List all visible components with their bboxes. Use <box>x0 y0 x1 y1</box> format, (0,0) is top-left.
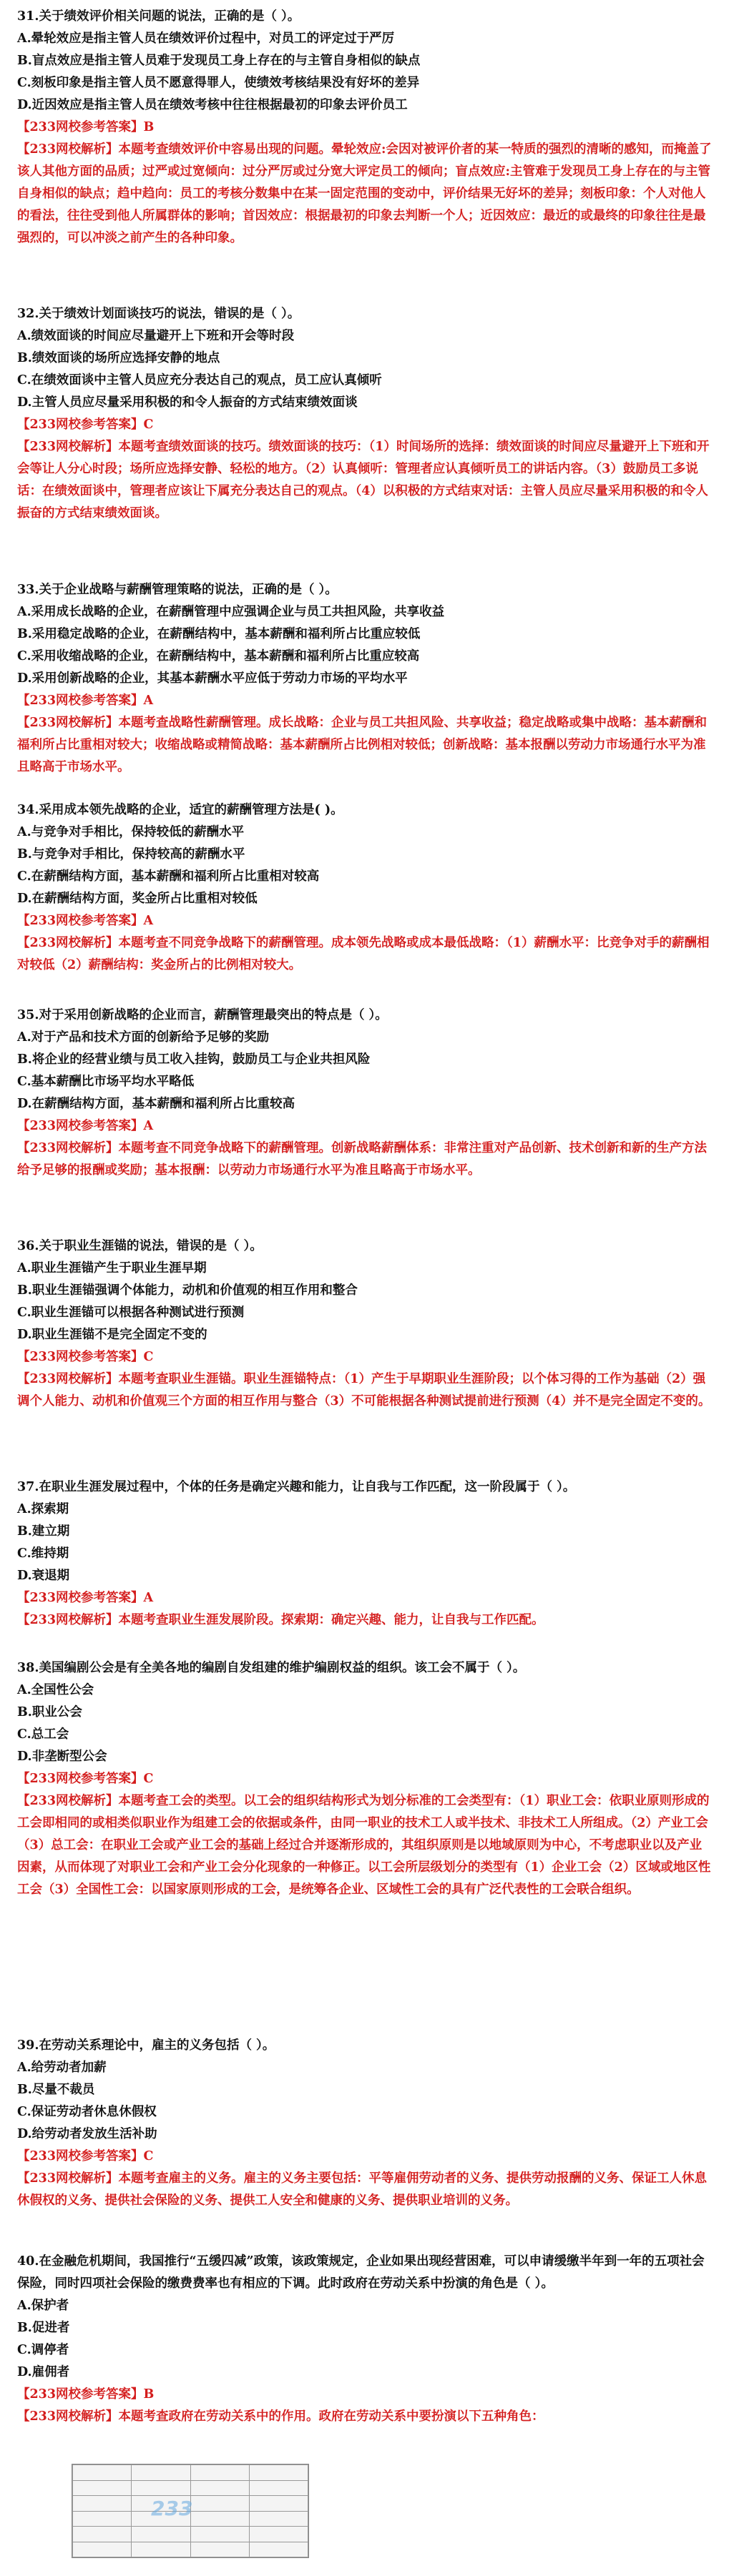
option-c: C.在薪酬结构方面，基本薪酬和福利所占比重相对较高 <box>17 869 320 884</box>
explanation <box>17 436 712 525</box>
answer-label: 【233网校参考答案】 <box>17 1119 144 1133</box>
answer-line <box>17 690 712 712</box>
question-36 <box>0 1235 729 1413</box>
question-stem: 35.对于采用创新战略的企业而言，薪酬管理最突出的特点是（ ）。 <box>17 1008 388 1022</box>
question-stem: 31.关于绩效评价相关问题的说法，正确的是（ ）。 <box>17 9 300 24</box>
option-d: D.衰退期 <box>17 1569 70 1583</box>
option-c: C.调停者 <box>17 2343 69 2357</box>
explanation-label: 【233网校解析】 <box>17 142 119 157</box>
option-b: B.绩效面谈的场所应选择安静的地点 <box>17 351 220 365</box>
option-b: B.职业公会 <box>17 1705 82 1719</box>
options <box>17 2295 712 2384</box>
explanation <box>17 2168 712 2212</box>
option-d: D.非垄断型公会 <box>17 1750 107 1764</box>
question-stem: 33.关于企业战略与薪酬管理策略的说法，正确的是（ ）。 <box>17 583 338 597</box>
explanation <box>17 1790 712 1901</box>
option-b: B.职业生涯锚强调个体能力，动机和价值观的相互作用和整合 <box>17 1283 358 1298</box>
answer-value: A <box>143 1119 154 1133</box>
question-34 <box>0 799 729 977</box>
explanation <box>17 1368 712 1413</box>
answer-value: B <box>143 2387 155 2402</box>
question-stem: 38.美国编剧公会是有全美各地的编剧自发组建的维护编剧权益的组织。该工会不属于（ ）。 <box>17 1661 526 1675</box>
answer-line <box>17 910 712 932</box>
option-c: C.在绩效面谈中主管人员应充分表达自己的观点，员工应认真倾听 <box>17 373 382 388</box>
answer-value: C <box>143 1350 154 1364</box>
answer-line <box>17 2146 712 2168</box>
options <box>17 1499 712 1587</box>
option-a: A.全国性公会 <box>17 1683 94 1697</box>
question-35 <box>0 1005 729 1182</box>
options <box>17 601 712 690</box>
answer-value: A <box>143 1591 154 1605</box>
option-a: A.晕轮效应是指主管人员在绩效评价过程中，对员工的评定过于严厉 <box>17 31 395 46</box>
answer-value: A <box>143 694 154 708</box>
option-b: B.将企业的经营业绩与员工收入挂钩，鼓励员工与企业共担风险 <box>17 1052 371 1067</box>
answer-label: 【233网校参考答案】 <box>17 120 144 134</box>
answer-value: B <box>143 120 155 134</box>
option-c: C.维持期 <box>17 1546 69 1561</box>
answer-label: 【233网校参考答案】 <box>17 2387 144 2402</box>
explanation-text: 本题考查政府在劳动关系中的作用。政府在劳动关系中要扮演以下五种角色： <box>118 2409 544 2424</box>
explanation-label: 【233网校解析】 <box>17 1613 119 1627</box>
option-d: D.雇佣者 <box>17 2365 70 2379</box>
explanation <box>17 932 712 977</box>
answer-label: 【233网校参考答案】 <box>17 914 144 928</box>
explanation <box>17 2406 712 2428</box>
explanation-text: 本题考查战略性薪酬管理。成长战略：企业与员工共担风险、共享收益；稳定战略或集中战略：基本薪酬和福利所占比重相对较大；收缩战略或精简战略：基本薪酬所占比例相对较低；创新战略：基本报酬以劳动力市场通行水平为准且略高于市场水平。 <box>17 716 708 774</box>
option-d: D.职业生涯锚不是完全固定不变的 <box>17 1328 207 1342</box>
explanation-text: 本题考查工会的类型。以工会的组织结构形式为划分标准的工会类型有：（1）职业工会：依职业原则形成的工会即相同的或相类似职业作为组建工会的依据或条件，由同一职业的技术工人或半技术、非技术工人所组成。（2）产业工会（3）总工会：在职业工会或产业工会的基础上经过合并逐渐形成的，其组织原则是以地域原则为中心，不考虑职业以及产业因素，从而体现了对职业工会和产业工会分化现象的一种修正。以工会所层级划分的类型有（1）企业工会（2）区域或地区性工会（3）全国性工会：以国家原则形成的工会，是统筹各企业、区域性工会的具有广泛代表性的工会联合组织。 <box>17 1794 711 1897</box>
question-33 <box>0 579 729 779</box>
explanation <box>17 712 712 779</box>
explanation-label: 【233网校解析】 <box>17 1372 119 1386</box>
option-a: A.对于产品和技术方面的创新给予足够的奖励 <box>17 1030 270 1045</box>
explanation-text: 本题考查绩效面谈的技巧。绩效面谈的技巧：（1）时间场所的选择：绩效面谈的时间应尽量避开上下班和开会等让人分心时段；场所应选择安静、轻松的地方。（2）认真倾听：管理者应认真倾听员工的讲话内容。（3）鼓励员工多说话：在绩效面谈中，管理者应该让下属充分表达自己的观点。（4）以积极的方式结束对话：主管人员应尽量采用积极的和令人振奋的方式结束绩效面谈。 <box>17 440 710 520</box>
option-d: D.采用创新战略的企业，其基本薪酬水平应低于劳动力市场的平均水平 <box>17 671 408 686</box>
answer-line <box>17 1768 712 1790</box>
answer-label: 【233网校参考答案】 <box>17 1591 144 1605</box>
explanation-text: 本题考查职业生涯发展阶段。探索期：确定兴趣、能力，让自我与工作匹配。 <box>118 1613 544 1627</box>
answer-label: 【233网校参考答案】 <box>17 1350 144 1364</box>
option-b: B.尽量不裁员 <box>17 2083 95 2097</box>
option-c: C.基本薪酬比市场平均水平略低 <box>17 1075 195 1089</box>
option-c: C.刻板印象是指主管人员不愿意得罪人，使绩效考核结果没有好坏的差异 <box>17 76 420 90</box>
option-d: D.给劳动者发放生活补助 <box>17 2127 157 2141</box>
explanation-label: 【233网校解析】 <box>17 2409 119 2424</box>
option-d: D.近因效应是指主管人员在绩效考核中往往根据最初的印象去评价员工 <box>17 98 408 112</box>
question-39 <box>0 2035 729 2212</box>
option-c: C.总工会 <box>17 1727 69 1742</box>
option-b: B.采用稳定战略的企业，在薪酬结构中，基本薪酬和福利所占比重应较低 <box>17 627 421 641</box>
question-stem: 32.关于绩效计划面谈技巧的说法，错误的是（ ）。 <box>17 307 300 321</box>
answer-value: C <box>143 418 154 432</box>
explanation-text: 本题考查职业生涯锚。职业生涯锚特点：（1）产生于早期职业生涯阶段；以个体习得的工作为基础（2）强调个人能力、动机和价值观三个方面的相互作用与整合（3）不可能根据各种测试提前进行预测（4）并不是完全固定不变的。 <box>17 1372 711 1408</box>
answer-label: 【233网校参考答案】 <box>17 694 144 708</box>
options <box>17 1027 712 1115</box>
options <box>17 821 712 910</box>
answer-label: 【233网校参考答案】 <box>17 2149 144 2163</box>
option-a: A.绩效面谈的时间应尽量避开上下班和开会等时段 <box>17 329 295 343</box>
explanation-label: 【233网校解析】 <box>17 936 119 950</box>
explanation-label: 【233网校解析】 <box>17 2171 119 2186</box>
option-b: B.促进者 <box>17 2321 70 2335</box>
explanation-label: 【233网校解析】 <box>17 716 119 730</box>
watermark-logo: 233 <box>151 2497 193 2520</box>
question-37 <box>0 1476 729 1632</box>
question-stem: 37.在职业生涯发展过程中，个体的任务是确定兴趣和能力，让自我与工作匹配，这一阶段属于（ ）。 <box>17 1480 576 1494</box>
embedded-table-image <box>72 2464 309 2558</box>
explanation-text: 本题考查不同竞争战略下的薪酬管理。创新战略薪酬体系：非常注重对产品创新、技术创新和新的生产方法给予足够的报酬或奖励；基本报酬：以劳动力市场通行水平为准且略高于市场水平。 <box>17 1141 708 1178</box>
explanation-text: 本题考查不同竞争战略下的薪酬管理。成本领先战略或成本最低战略：（1）薪酬水平：比竞争对手的薪酬相对较低（2）薪酬结构：奖金所占的比例相对较大。 <box>17 936 710 972</box>
answer-value: A <box>143 914 154 928</box>
option-b: B.盲点效应是指主管人员难于发现员工身上存在的与主管自身相似的缺点 <box>17 54 421 68</box>
question-stem: 39.在劳动关系理论中，雇主的义务包括（ ）。 <box>17 2038 275 2053</box>
option-a: A.与竞争对手相比，保持较低的薪酬水平 <box>17 825 245 839</box>
option-a: A.采用成长战略的企业，在薪酬管理中应强调企业与员工共担风险，共享收益 <box>17 605 445 619</box>
answer-line <box>17 1587 712 1609</box>
answer-line <box>17 117 712 139</box>
options <box>17 28 712 117</box>
answer-line <box>17 2384 712 2406</box>
option-a: A.给劳动者加薪 <box>17 2061 107 2075</box>
question-stem: 34.采用成本领先战略的企业，适宜的薪酬管理方法是( )。 <box>17 803 343 817</box>
explanation-label: 【233网校解析】 <box>17 1141 119 1155</box>
answer-line <box>17 1346 712 1368</box>
option-b: B.建立期 <box>17 1524 70 1539</box>
question-31 <box>0 6 729 250</box>
option-d: D.在薪酬结构方面，奖金所占比重相对较低 <box>17 892 258 906</box>
options <box>17 325 712 414</box>
option-b: B.与竞争对手相比，保持较高的薪酬水平 <box>17 847 245 862</box>
options <box>17 1679 712 1768</box>
option-c: C.职业生涯锚可以根据各种测试进行预测 <box>17 1306 245 1320</box>
options <box>17 2057 712 2146</box>
question-32 <box>0 303 729 525</box>
option-c: C.保证劳动者休息休假权 <box>17 2105 157 2119</box>
explanation-text: 本题考查雇主的义务。雇主的义务主要包括：平等雇佣劳动者的义务、提供劳动报酬的义务、保证工人休息休假权的义务、提供社会保险的义务、提供工人安全和健康的义务、提供职业培训的义务。 <box>17 2171 708 2208</box>
option-d: D.主管人员应尽量采用积极的和令人振奋的方式结束绩效面谈 <box>17 395 358 410</box>
answer-value: C <box>143 1772 154 1786</box>
option-a: A.职业生涯锚产生于职业生涯早期 <box>17 1261 207 1275</box>
option-a: A.探索期 <box>17 1502 69 1516</box>
explanation <box>17 1138 712 1182</box>
answer-line <box>17 414 712 436</box>
option-d: D.在薪酬结构方面，基本薪酬和福利所占比重较高 <box>17 1097 295 1111</box>
question-38 <box>0 1657 729 1901</box>
explanation-text: 本题考查绩效评价中容易出现的问题。晕轮效应:会因对被评价者的某一特质的强烈的清晰的感知，而掩盖了该人其他方面的品质；过严或过宽倾向：过分严厉或过分宽大评定员工的倾向；盲点效应:主管难于发现员工身上存在的与主管自身相似的缺点；趋中趋向：员工的考核分数集中在某一固定范围的变动中，评价结果无好坏的差异；刻板印象：个人对他人的看法，往往受到他人所属群体的影响；首因效应：根据最初的印象去判断一个人；近因效应：最近的或最终的印象往往是最强烈的，可以冲淡之前产生的各种印象。 <box>17 142 712 245</box>
answer-label: 【233网校参考答案】 <box>17 1772 144 1786</box>
answer-value: C <box>143 2149 154 2163</box>
option-c: C.采用收缩战略的企业，在薪酬结构中，基本薪酬和福利所占比重应较高 <box>17 649 420 663</box>
explanation-label: 【233网校解析】 <box>17 440 119 454</box>
question-stem: 36.关于职业生涯锚的说法，错误的是（ ）。 <box>17 1239 263 1253</box>
explanation-label: 【233网校解析】 <box>17 1794 119 1808</box>
question-40 <box>0 2251 729 2428</box>
question-stem: 40.在金融危机期间，我国推行“五缓四减”政策，该政策规定，企业如果出现经营困难，可以申请缓缴半年到一年的五项社会保险，同时四项社会保险的缴费费率也有相应的下调。此时政府在劳动关系中扮演的角色是（ ）。 <box>17 2254 705 2291</box>
answer-line <box>17 1115 712 1138</box>
option-a: A.保护者 <box>17 2299 69 2313</box>
answer-label: 【233网校参考答案】 <box>17 418 144 432</box>
explanation <box>17 1609 712 1632</box>
options <box>17 1258 712 1346</box>
explanation <box>17 139 712 250</box>
